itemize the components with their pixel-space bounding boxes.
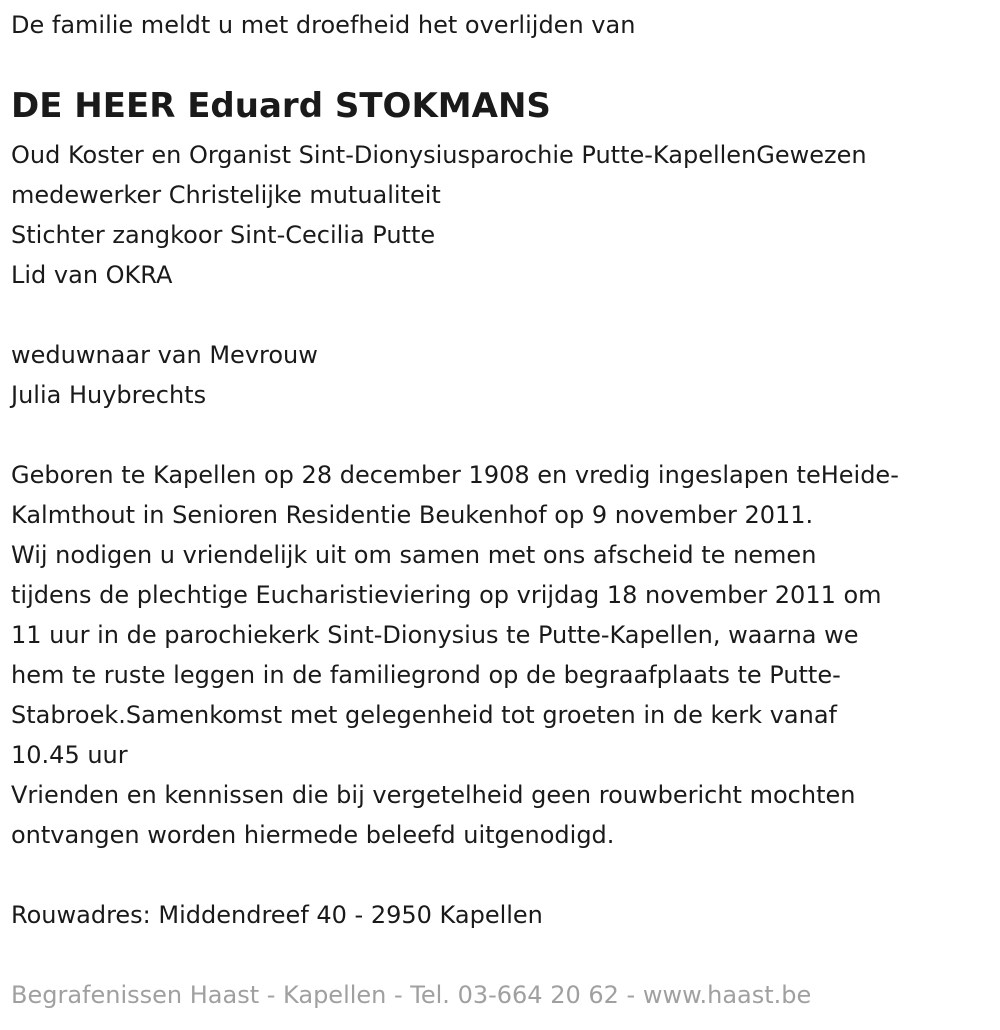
- body-paragraph: [11, 455, 899, 855]
- title-line: Stichter zangkoor Sint-Cecilia Putte: [11, 221, 436, 249]
- spouse-line: Julia Huybrechts: [11, 381, 207, 409]
- body-line: Geboren te Kapellen op 28 december 1908 en vredig ingeslapen teHeide-: [11, 461, 899, 489]
- body-line: Wij nodigen u vriendelijk uit om samen met ons afscheid te nemen: [11, 541, 817, 569]
- body-line: 11 uur in de parochiekerk Sint-Dionysius te Putte-Kapellen, waarna we: [11, 621, 859, 649]
- title-line: medewerker Christelijke mutualiteit: [11, 181, 441, 209]
- body-line: tijdens de plechtige Eucharistieviering op vrijdag 18 november 2011 om: [11, 581, 882, 609]
- body-line: hem te ruste leggen in de familiegrond op de begraafplaats te Putte-: [11, 661, 841, 689]
- mourning-address: [11, 895, 543, 935]
- address-line: Rouwadres: Middendreef 40 - 2950 Kapellen: [11, 901, 543, 929]
- title-line: Oud Koster en Organist Sint-Dionysiusparochie Putte-KapellenGewezen: [11, 141, 867, 169]
- spouse-line: weduwnaar van Mevrouw: [11, 341, 318, 369]
- title-line: Lid van OKRA: [11, 261, 173, 289]
- spouse-block: [11, 335, 318, 415]
- body-line: Kalmthout in Senioren Residentie Beukenhof op 9 november 2011.: [11, 501, 814, 529]
- titles-block: [11, 135, 867, 295]
- body-line: Stabroek.Samenkomst met gelegenheid tot groeten in de kerk vanaf: [11, 701, 837, 729]
- body-line: ontvangen worden hiermede beleefd uitgenodigd.: [11, 821, 615, 849]
- funeral-home-footer: Begrafenissen Haast - Kapellen - Tel. 03-664 20 62 - www.haast.be: [11, 981, 812, 1009]
- body-line: Vrienden en kennissen die bij vergetelheid geen rouwbericht mochten: [11, 781, 856, 809]
- body-line: 10.45 uur: [11, 741, 128, 769]
- intro-text: De familie meldt u met droefheid het overlijden van: [11, 11, 636, 39]
- deceased-name: DE HEER Eduard STOKMANS: [11, 86, 551, 126]
